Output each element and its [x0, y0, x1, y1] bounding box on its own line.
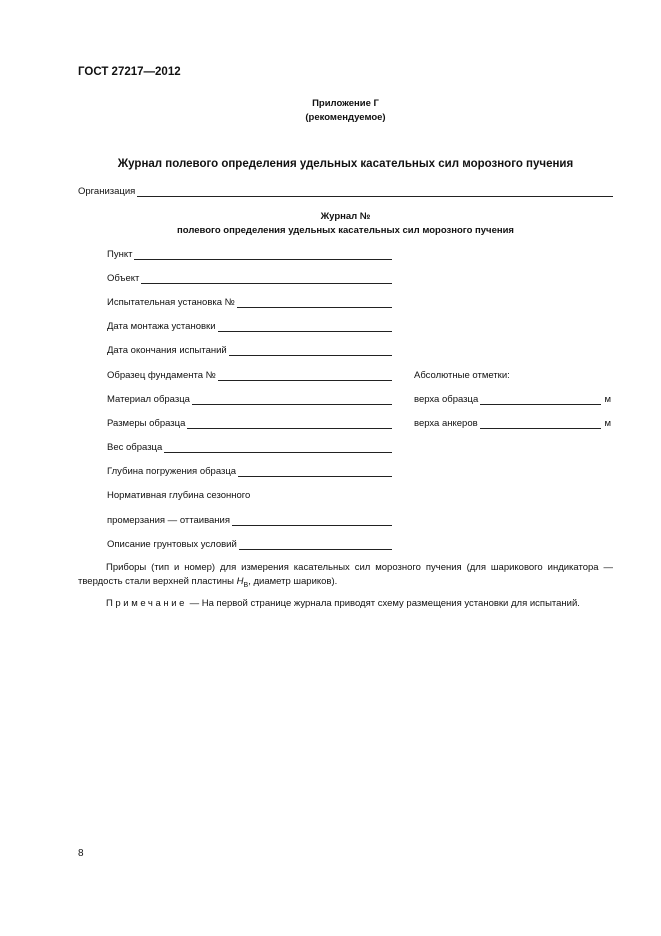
soil-description-field-line[interactable] [239, 540, 392, 550]
immersion-depth-field-line[interactable] [238, 467, 392, 477]
mount-date-label: Дата монтажа установки [107, 321, 216, 332]
immersion-depth-label: Глубина погружения образца [107, 466, 237, 477]
sample-top-mark-label: верха образца [414, 394, 479, 405]
sample-material-row [107, 394, 392, 405]
object-field-line[interactable] [141, 274, 392, 284]
note-paragraph [78, 597, 613, 611]
object-row [107, 273, 392, 284]
instruments-text-after: , диаметр шариков). [248, 576, 338, 587]
sample-weight-field-line[interactable] [164, 443, 392, 453]
document-standard-header: ГОСТ 27217—2012 [78, 66, 181, 78]
appendix-heading [0, 97, 661, 125]
test-unit-field-line[interactable] [237, 298, 392, 308]
anchor-top-mark-row [414, 418, 611, 429]
appendix-title: Приложение Г [312, 98, 379, 109]
seasonal-depth-field-line[interactable] [232, 516, 392, 526]
end-date-row [107, 345, 392, 356]
sample-top-mark-field-line[interactable] [480, 395, 601, 405]
journal-subtitle: полевого определения удельных касательных сил морозного пучения [177, 225, 514, 236]
anchor-top-mark-field-line[interactable] [480, 419, 602, 429]
foundation-sample-label: Образец фундамента № [107, 370, 216, 381]
mount-date-field-line[interactable] [218, 322, 392, 332]
appendix-subtitle: (рекомендуемое) [305, 112, 386, 123]
sample-material-field-line[interactable] [192, 395, 392, 405]
journal-main-title: Журнал полевого определения удельных касательных сил морозного пучения [117, 158, 574, 170]
test-unit-label: Испытательная установка № [107, 297, 235, 308]
organization-label: Организация [78, 186, 136, 197]
mount-date-row [107, 321, 392, 332]
sample-top-mark-unit: м [604, 394, 611, 405]
sample-weight-label: Вес образца [107, 442, 163, 453]
organization-row [78, 186, 613, 197]
sample-material-label: Материал образца [107, 394, 190, 405]
absolute-marks-title: Абсолютные отметки: [414, 370, 510, 381]
sample-weight-row [107, 442, 392, 453]
seasonal-depth-label-line2: промерзания — оттаивания [107, 515, 230, 526]
journal-heading [0, 210, 661, 238]
seasonal-depth-row [107, 515, 392, 526]
seasonal-depth-label-line1: Нормативная глубина сезонного [107, 490, 251, 501]
point-label: Пункт [107, 249, 133, 260]
page-number: 8 [78, 848, 84, 859]
point-row [107, 249, 392, 260]
immersion-depth-row [107, 466, 392, 477]
end-date-label: Дата окончания испытаний [107, 345, 227, 356]
note-text: — На первой странице журнала приводят схему размещения установки для испытаний. [187, 598, 580, 609]
anchor-top-mark-label: верха анкеров [414, 418, 478, 429]
foundation-sample-field-line[interactable] [218, 371, 392, 381]
sample-size-label: Размеры образца [107, 418, 186, 429]
instruments-text-before: Приборы (тип и номер) для измерения касательных сил морозного пучения (для шарикового индикатора — твердость стали верхней пластины [78, 562, 613, 587]
hardness-subscript: B [243, 581, 249, 589]
anchor-top-mark-unit: м [604, 418, 611, 429]
sample-size-field-line[interactable] [187, 419, 392, 429]
soil-description-label: Описание грунтовых условий [107, 539, 237, 550]
end-date-field-line[interactable] [229, 346, 392, 356]
sample-top-mark-row [414, 394, 611, 405]
instruments-paragraph [78, 561, 613, 593]
hardness-symbol: H [236, 576, 244, 587]
note-label: Примечание [106, 598, 187, 609]
journal-title: Журнал № [320, 211, 371, 222]
organization-field-line[interactable] [137, 187, 613, 197]
test-unit-row [107, 297, 392, 308]
sample-size-row [107, 418, 392, 429]
point-field-line[interactable] [134, 250, 392, 260]
foundation-sample-row [107, 370, 392, 381]
object-label: Объект [107, 273, 140, 284]
soil-description-row [107, 539, 392, 550]
